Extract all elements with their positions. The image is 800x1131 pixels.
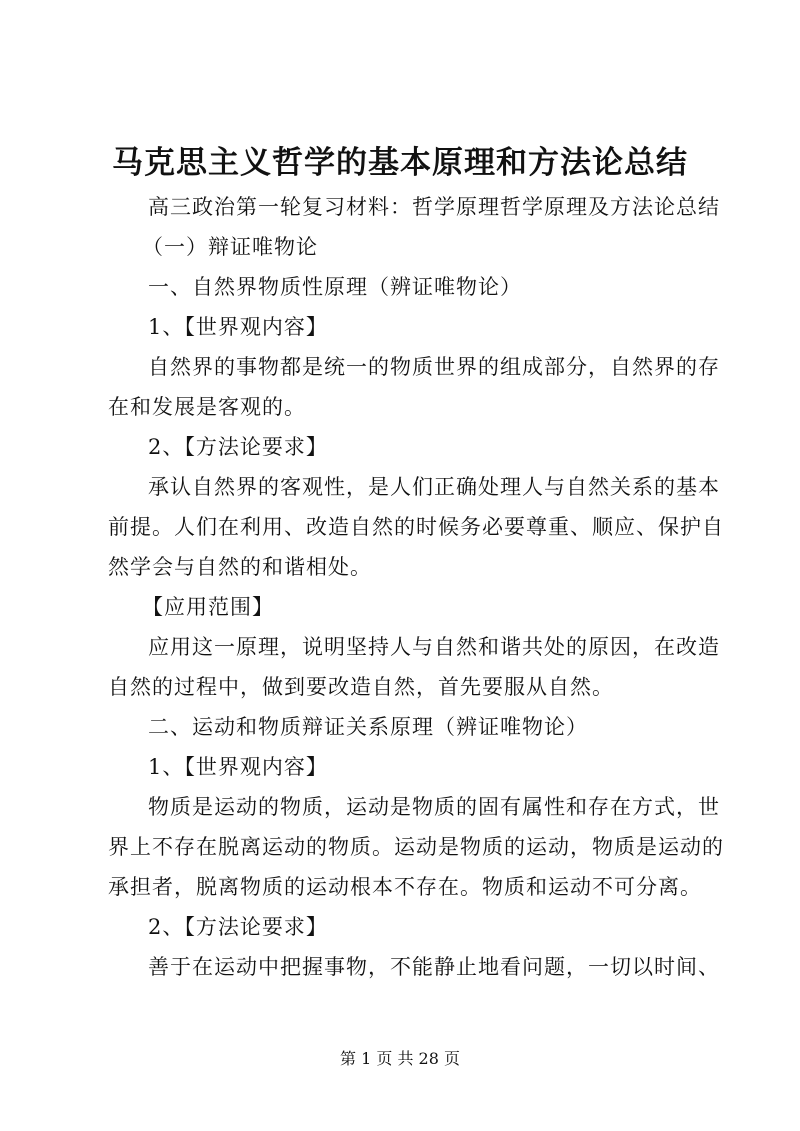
item-heading: 1、【世界观内容】 bbox=[148, 315, 328, 339]
paragraph-line: 自然的过程中，做到要改造自然，首先要服从自然。 bbox=[108, 675, 614, 699]
document-title: 马克思主义哲学的基本原理和方法论总结 bbox=[112, 145, 688, 181]
paragraph-line: 高三政治第一轮复习材料：哲学原理哲学原理及方法论总结 bbox=[148, 195, 720, 219]
section-heading: （一）辩证唯物论 bbox=[142, 235, 318, 259]
item-heading: 1、【世界观内容】 bbox=[148, 755, 328, 779]
paragraph-line: 在和发展是客观的。 bbox=[108, 395, 306, 419]
paragraph-line: 承担者，脱离物质的运动根本不存在。物质和运动不可分离。 bbox=[108, 875, 702, 899]
paragraph-line: 应用这一原理，说明坚持人与自然和谐共处的原因，在改造 bbox=[148, 635, 720, 659]
item-heading: 2、【方法论要求】 bbox=[148, 435, 328, 459]
paragraph-line: 物质是运动的物质，运动是物质的固有属性和存在方式，世 bbox=[148, 795, 720, 819]
subsection-heading: 一、自然界物质性原理（辨证唯物论） bbox=[148, 275, 522, 299]
paragraph-line: 然学会与自然的和谐相处。 bbox=[108, 555, 372, 579]
subsection-heading: 二、运动和物质辩证关系原理（辨证唯物论） bbox=[148, 715, 588, 739]
page-number-footer: 第 1 页 共 28 页 bbox=[340, 1049, 460, 1068]
paragraph-line: 前提。人们在利用、改造自然的时候务必要尊重、顺应、保护自 bbox=[108, 515, 724, 539]
paragraph-line: 承认自然界的客观性，是人们正确处理人与自然关系的基本 bbox=[148, 475, 720, 499]
item-heading: 2、【方法论要求】 bbox=[148, 915, 328, 939]
item-heading: 【应用范围】 bbox=[142, 595, 274, 619]
paragraph-line: 善于在运动中把握事物，不能静止地看问题，一切以时间、 bbox=[148, 955, 720, 979]
paragraph-line: 自然界的事物都是统一的物质世界的组成部分，自然界的存 bbox=[148, 355, 720, 379]
paragraph-line: 界上不存在脱离运动的物质。运动是物质的运动，物质是运动的 bbox=[108, 835, 724, 859]
